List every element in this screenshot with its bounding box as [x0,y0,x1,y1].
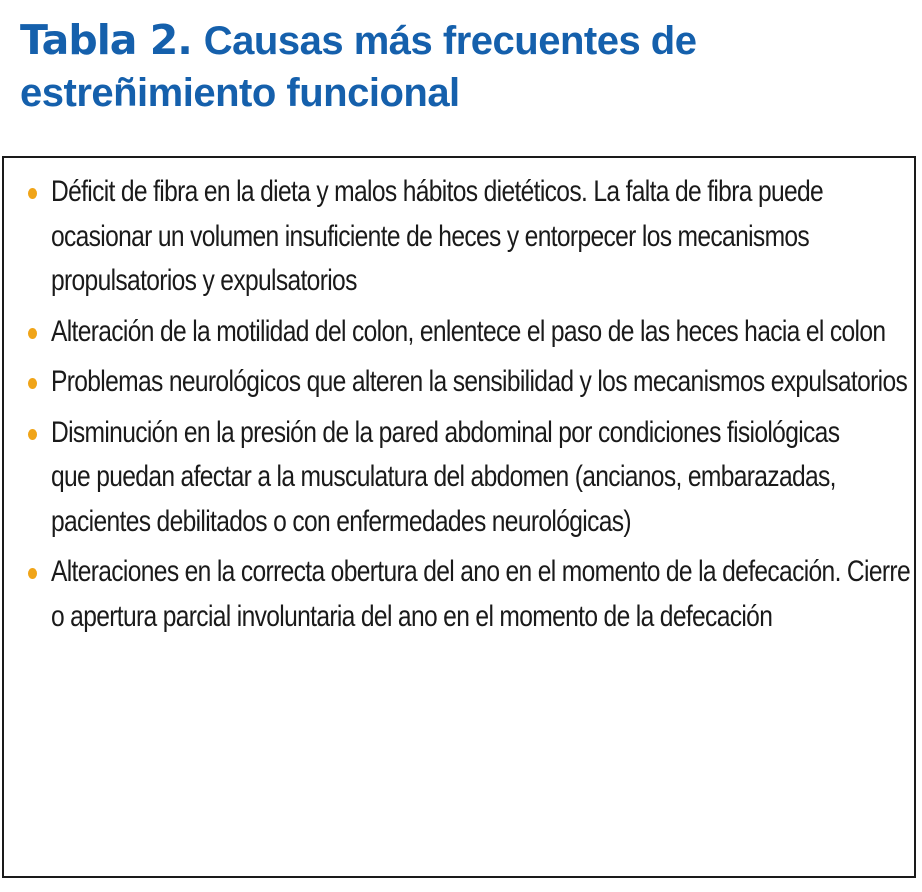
list-item [28,360,912,405]
list-item-text: Alteración de la motilidad del colon, enlentece el paso de las heces hacia el colon [50,314,886,348]
bullet-icon [28,378,37,389]
list-item-text: Disminución en la presión de la pared abdominal por condiciones fisiológicas que puedan afectar a la musculatura del abdomen (ancianos, embarazadas, pacientes debilitados o con enfermedades neurológicas) [50,415,840,538]
bullet-icon [28,429,37,440]
bullet-icon [28,328,37,339]
table-title [20,14,910,119]
list-item [28,550,912,639]
list-item-text: Alteraciones en la correcta obertura del ano en el momento de la defecación. Cierre o apertura parcial involuntaria del ano en el momento de la defecación [50,555,910,633]
bullet-icon [28,188,37,199]
list-item-text: Problemas neurológicos que alteren la sensibilidad y los mecanismos expulsatorios [50,365,908,398]
causes-list [4,158,914,639]
content-box [2,156,916,878]
table-number-label: Tabla 2. [20,16,192,64]
list-item [28,310,912,355]
bullet-icon [28,568,37,579]
list-item-text: Déficit de fibra en la dieta y malos hábitos dietéticos. La falta de fibra puede ocasionar un volumen insuficiente de heces y entorpecer los mecanismos propulsatorios y expulsatorios [50,175,824,297]
list-item [28,170,896,304]
list-item [28,411,871,545]
table-title-text: Causas más frecuentes de estreñimiento funcional [20,19,697,115]
